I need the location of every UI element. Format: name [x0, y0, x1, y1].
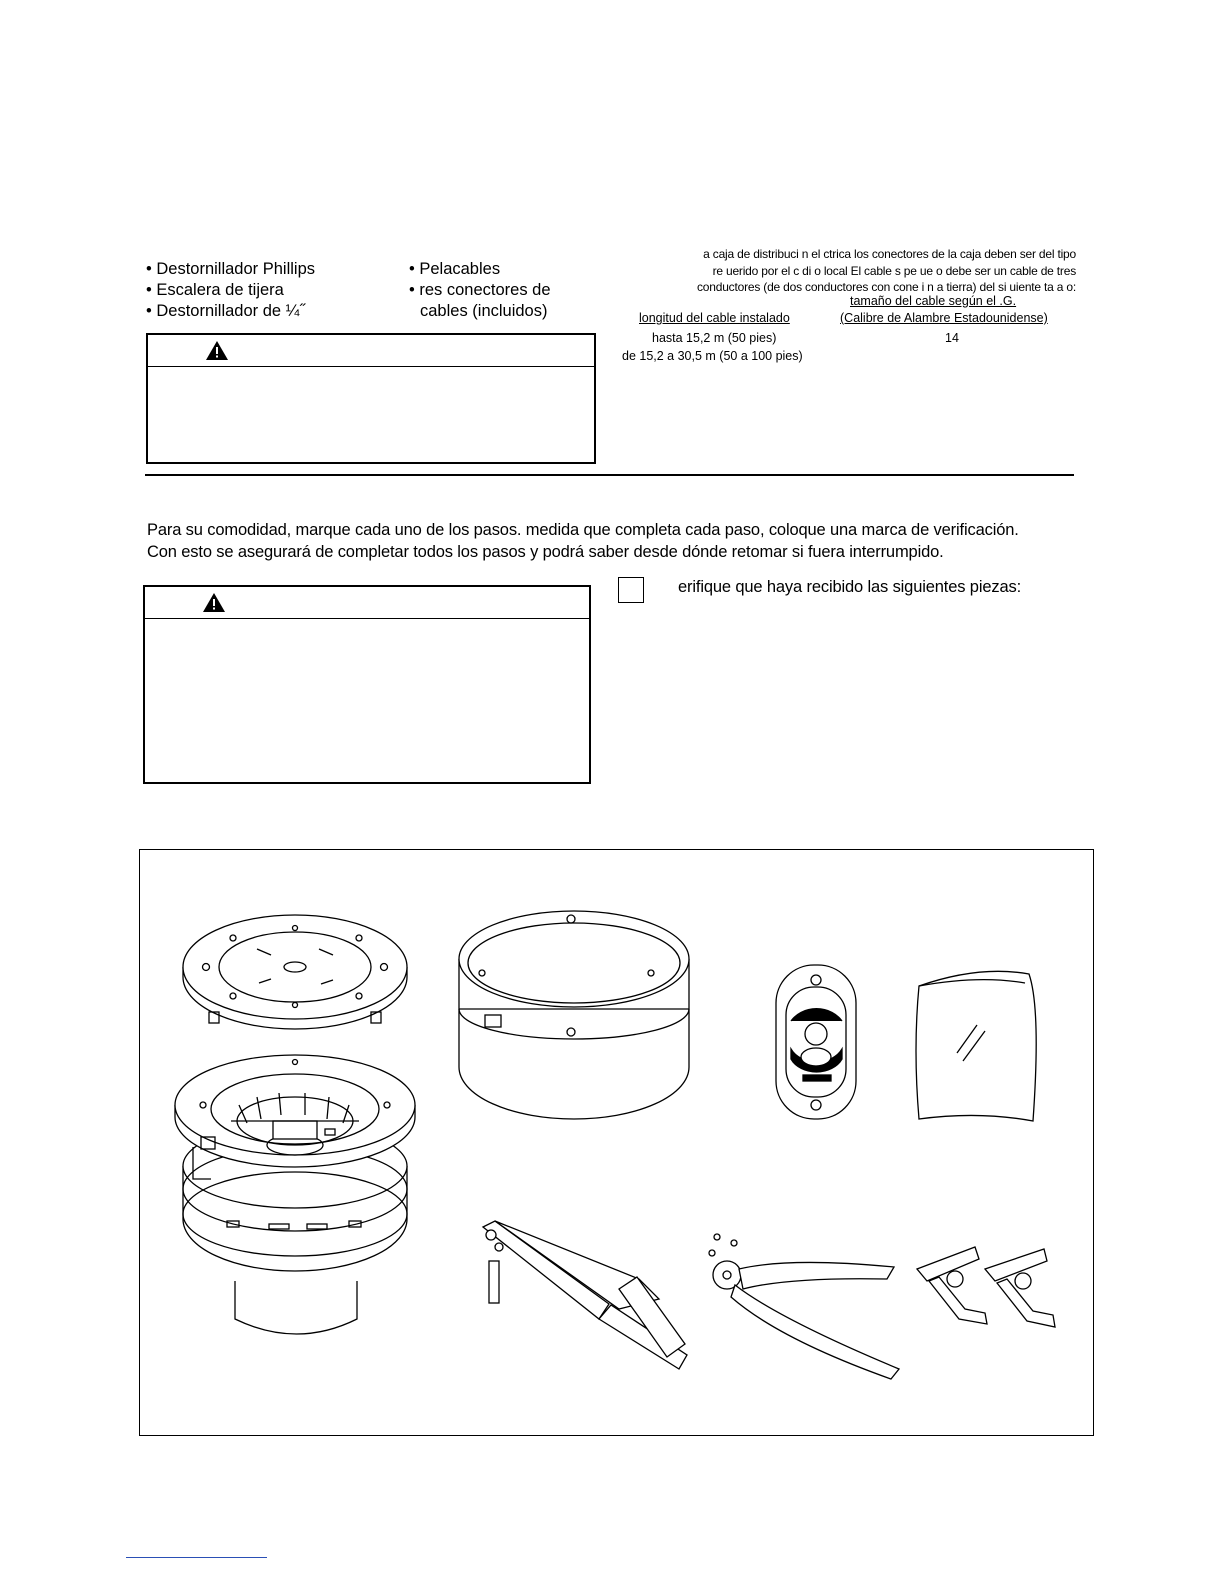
tools-list-col1 [146, 259, 315, 322]
tools-list-col2 [409, 259, 551, 322]
hole-punch-pliers-icon [709, 1234, 899, 1379]
step-checkbox[interactable] [618, 577, 644, 603]
instructions-text [147, 519, 1019, 563]
warning-header [145, 587, 589, 619]
wire-gauge-heading: (Calibre de Alambre Estadounidense) [840, 311, 1048, 325]
remote-control-icon [776, 965, 856, 1119]
warning-header [148, 335, 594, 367]
tool-item: • res conectores de [409, 281, 551, 299]
warning-triangle-icon [206, 341, 228, 360]
warning-box [146, 333, 596, 464]
wire-length-cell: hasta 15,2 m (50 pies) [652, 331, 777, 345]
step-text: erifique que haya recibido las siguientes piezas: [678, 578, 1022, 596]
wire-size-heading: tamaño del cable según el .G. [850, 294, 1017, 308]
tool-item: • Destornillador de ¼˝ [146, 302, 305, 320]
tool-item: • Escalera de tijera [146, 281, 284, 299]
tool-item: cables (incluidos) [420, 302, 548, 320]
wire-gauge-cell: 14 [945, 331, 959, 345]
spring-clamps-icon [917, 1247, 1055, 1327]
mounting-ring-icon [459, 911, 689, 1119]
footer-link-underline [126, 1557, 267, 1558]
tool-item: • Destornillador Phillips [146, 260, 316, 278]
wire-length-heading: longitud del cable instalado [639, 311, 790, 325]
parts-illustration [139, 849, 1094, 1436]
instruction-line: Con esto se asegurará de completar todos los pasos y podrá saber desde dónde retomar si fuera interrumpido. [147, 543, 944, 561]
rivet-gun-icon [483, 1221, 687, 1369]
section-divider [145, 474, 1074, 476]
wiring-line: a caja de distribuci n el ctrica los conectores de la caja deben ser del tipo [703, 247, 1076, 261]
instruction-line: Para su comodidad, marque cada uno de los pasos. medida que completa cada paso, coloque una marca de verificación. [147, 521, 1019, 539]
wiring-line: conductores (de dos conductores con cone i n a tierra) del si uiente ta a o: [696, 280, 1076, 294]
motor-canopy-icon [175, 1055, 415, 1436]
warning-triangle-icon [203, 593, 225, 612]
warning-box [143, 585, 591, 784]
tool-item: • Pelacables [409, 260, 501, 278]
ceiling-plate-icon [183, 915, 407, 1029]
wiring-notes [612, 246, 1076, 296]
wire-length-cell: de 15,2 a 30,5 m (50 a 100 pies) [622, 349, 803, 363]
hardware-bag-icon [916, 971, 1036, 1121]
wiring-line: re uerido por el c di o local El cable s pe ue o debe ser un cable de tres [712, 263, 1076, 278]
